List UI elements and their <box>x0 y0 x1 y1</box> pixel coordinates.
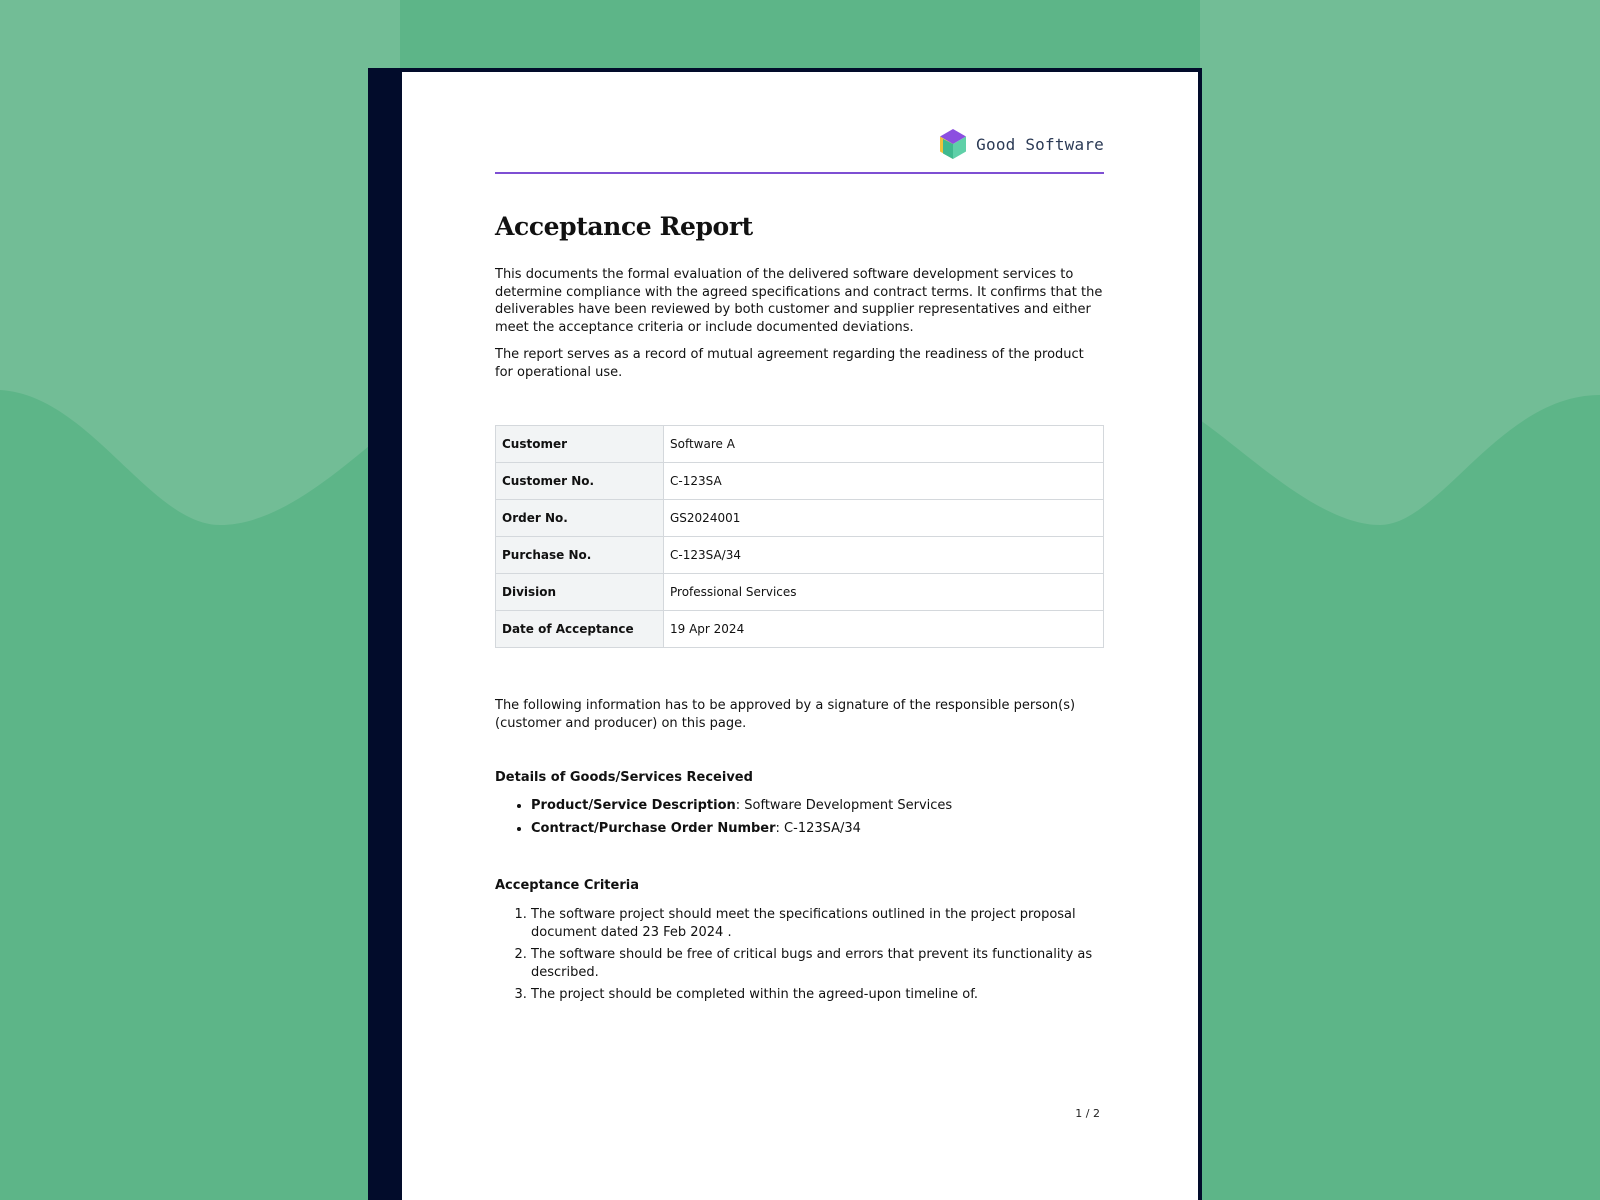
table-row <box>496 611 1104 648</box>
row-value: C-123SA/34 <box>664 537 1104 574</box>
table-row <box>496 426 1104 463</box>
row-label: Date of Acceptance <box>496 611 664 648</box>
item-label: Product/Service Description <box>531 798 736 813</box>
list-item <box>531 797 1104 815</box>
item-value: : C-123SA/34 <box>775 821 861 836</box>
brand-name: Good Software <box>976 134 1104 154</box>
item-label: Contract/Purchase Order Number <box>531 821 776 836</box>
list-item: 1. The software project should meet the specifications outlined in the project proposal document dated 23 Feb 2024 . <box>531 906 1104 942</box>
row-label: Customer No. <box>496 463 664 500</box>
row-value: GS2024001 <box>664 500 1104 537</box>
page-indicator: 1 / 2 <box>1075 1107 1100 1120</box>
list-item <box>531 820 1104 838</box>
criteria-list <box>495 906 1104 1008</box>
brand-header <box>939 128 1104 160</box>
document-page <box>402 72 1198 1200</box>
table-row <box>496 463 1104 500</box>
approval-note: The following information has to be approved by a signature of the responsible person(s) (customer and producer) on this page. <box>495 698 1076 731</box>
report-title: Acceptance Report <box>495 212 753 241</box>
details-heading: Details of Goods/Services Received <box>495 770 753 785</box>
row-label: Division <box>496 574 664 611</box>
row-label: Customer <box>496 426 664 463</box>
hexagon-logo-icon <box>939 128 967 160</box>
list-item: 2. The software should be free of critical bugs and errors that prevent its functionality as described. <box>531 946 1104 982</box>
header-divider <box>495 172 1104 174</box>
row-value: C-123SA <box>664 463 1104 500</box>
row-label: Order No. <box>496 500 664 537</box>
row-label: Purchase No. <box>496 537 664 574</box>
info-table <box>495 425 1104 648</box>
details-list <box>495 797 1104 843</box>
row-value: Software A <box>664 426 1104 463</box>
table-row <box>496 574 1104 611</box>
list-item: 3. The project should be completed within the agreed-upon timeline of. <box>531 986 1104 1004</box>
intro-paragraph-1: This documents the formal evaluation of the delivered software development services to determine compliance with the agreed specifications and contract terms. It confirms that the deliverables have been reviewed by both customer and supplier representatives and either meet the acceptance criteria or include documented deviations. <box>495 267 1103 335</box>
criteria-heading: Acceptance Criteria <box>495 878 639 893</box>
row-value: Professional Services <box>664 574 1104 611</box>
table-row <box>496 537 1104 574</box>
table-row <box>496 500 1104 537</box>
item-value: : Software Development Services <box>735 798 953 813</box>
row-value: 19 Apr 2024 <box>664 611 1104 648</box>
intro-paragraph-2: The report serves as a record of mutual agreement regarding the readiness of the product for operational use. <box>495 347 1084 380</box>
